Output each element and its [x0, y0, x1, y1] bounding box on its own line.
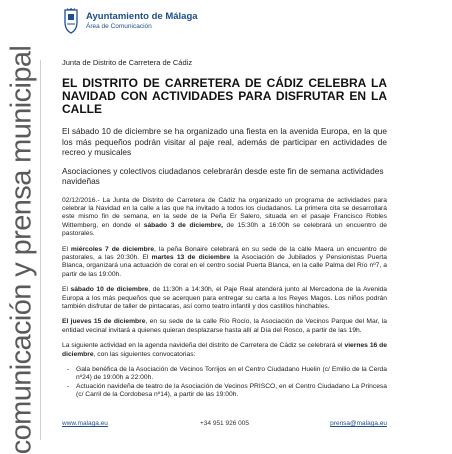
text-run: de 15:30h a 16:00h se celebrará un encuentro de pastorales.	[62, 221, 387, 238]
body-paragraph-1	[62, 197, 387, 239]
text-run: 02/12/2016.- La Junta de Distrito de Carretera de Cádiz ha organizado un programa de actividades para celebrar la Navidad en la calle a las que ha invitado a todos los ciudadanos. La primera cita se desarrollará este mismo fin de semana, en la sede de la Peña Er Salero, situada en el pasaje Francisco Robles Wittemberg, en donde el	[62, 196, 387, 229]
department-line: Junta de Distrito de Carretera de Cádiz	[62, 58, 193, 67]
press-release	[62, 58, 387, 400]
highlight-date: martes 13 de diciembre	[151, 253, 231, 261]
text-run: la Asociación de Jubilados y Pensionistas Puerta Blanca, organizará una actuación de coral en el centro social Puerta Blanca, en la calle Palma del Río nº7, a partir de las 19:00h.	[62, 253, 388, 278]
text-run: , la peña Bonaire celebrará en su sede de la calle Maera un encuentro de pastorales, a las 20:30h. El	[62, 245, 387, 261]
list-item: - Actuación navideña de teatro de la Asociación de Vecinos PRISCO, en el Centro Ciudadano La Princesa (c/ Carril de la Cordobesa nº14), a partir de las 19:00h.	[76, 383, 387, 400]
highlight-date: miércoles 7 de diciembre	[70, 245, 155, 253]
highlight-date: sábado 10 de diciembre	[70, 286, 149, 294]
highlight-date: viernes 16 de diciembre	[62, 342, 387, 358]
body-paragraph-4	[62, 318, 387, 335]
lead-paragraph: El sábado 10 de diciembre se ha organizado una fiesta en la avenida Europa, en la que los más pequeños podrán visitar al paje real, además de participar en actividades de recreo y musicales	[62, 126, 387, 157]
highlight-date: sábado 3 de diciembre,	[143, 221, 223, 229]
text-run: , de 11:30h a 14:30h, el Paje Real atenderá junto al Mercadona de la Avenida Europa a los más pequeños que se acerquen para entregar su carta a los Reyes Magos. Los niños podrán también disfrutar de taller de pintacaras, así como teatro infantil y dos castillos hinchables.	[62, 286, 387, 310]
event-list	[62, 366, 387, 400]
list-item: - Gala benéfica de la Asociación de Vecinos Torrijos en el Centro Ciudadano Huelin (c/ Emilio de la Cerda nº24) de 19:00h a 22:00h.	[76, 366, 387, 383]
email-link[interactable]: prensa@malaga.eu	[330, 420, 387, 427]
text-run: , con las siguientes convocatorias:	[93, 350, 196, 358]
website-link[interactable]: www.malaga.eu	[62, 420, 108, 427]
org-block	[86, 11, 198, 31]
text-run: , en su sede de la calle Río Rocío, la Asociación de Vecinos Parque del Mar, la entidad vecinal invitará a quienes quieran desplazarse hasta allí al Día del Rosco, a partir de las 19h.	[62, 318, 387, 334]
body-paragraph-2	[62, 246, 387, 280]
body-paragraph-5	[62, 342, 387, 359]
side-divider	[40, 60, 41, 440]
footer	[62, 420, 387, 430]
text-run: El	[62, 245, 71, 253]
phone-number: +34 951 926 005	[200, 420, 249, 427]
org-name: Ayuntamiento de Málaga	[86, 11, 198, 22]
text-run: La siguiente actividad en la agenda navideña del distrito de Carretera de Cádiz se celebrará el	[62, 342, 345, 350]
body-paragraph-3	[62, 286, 387, 311]
subheading-paragraph: Asociaciones y colectivos ciudadanos celebrarán desde este fin de semana actividades navideñas	[62, 165, 384, 186]
page-title: EL DISTRITO DE CARRETERA DE CÁDIZ CELEBRA LA NAVIDAD CON ACTIVIDADES PARA DISFRUTAR EN LA CALLE	[62, 76, 387, 116]
highlight-date: El jueves 15 de diciembre	[62, 318, 146, 326]
text-run: El	[62, 286, 71, 294]
side-banner	[0, 45, 42, 454]
org-area: Área de Comunicación	[86, 23, 152, 30]
city-coat-of-arms-icon	[62, 8, 80, 34]
side-label: comunicación y prensa municipal	[5, 45, 38, 454]
